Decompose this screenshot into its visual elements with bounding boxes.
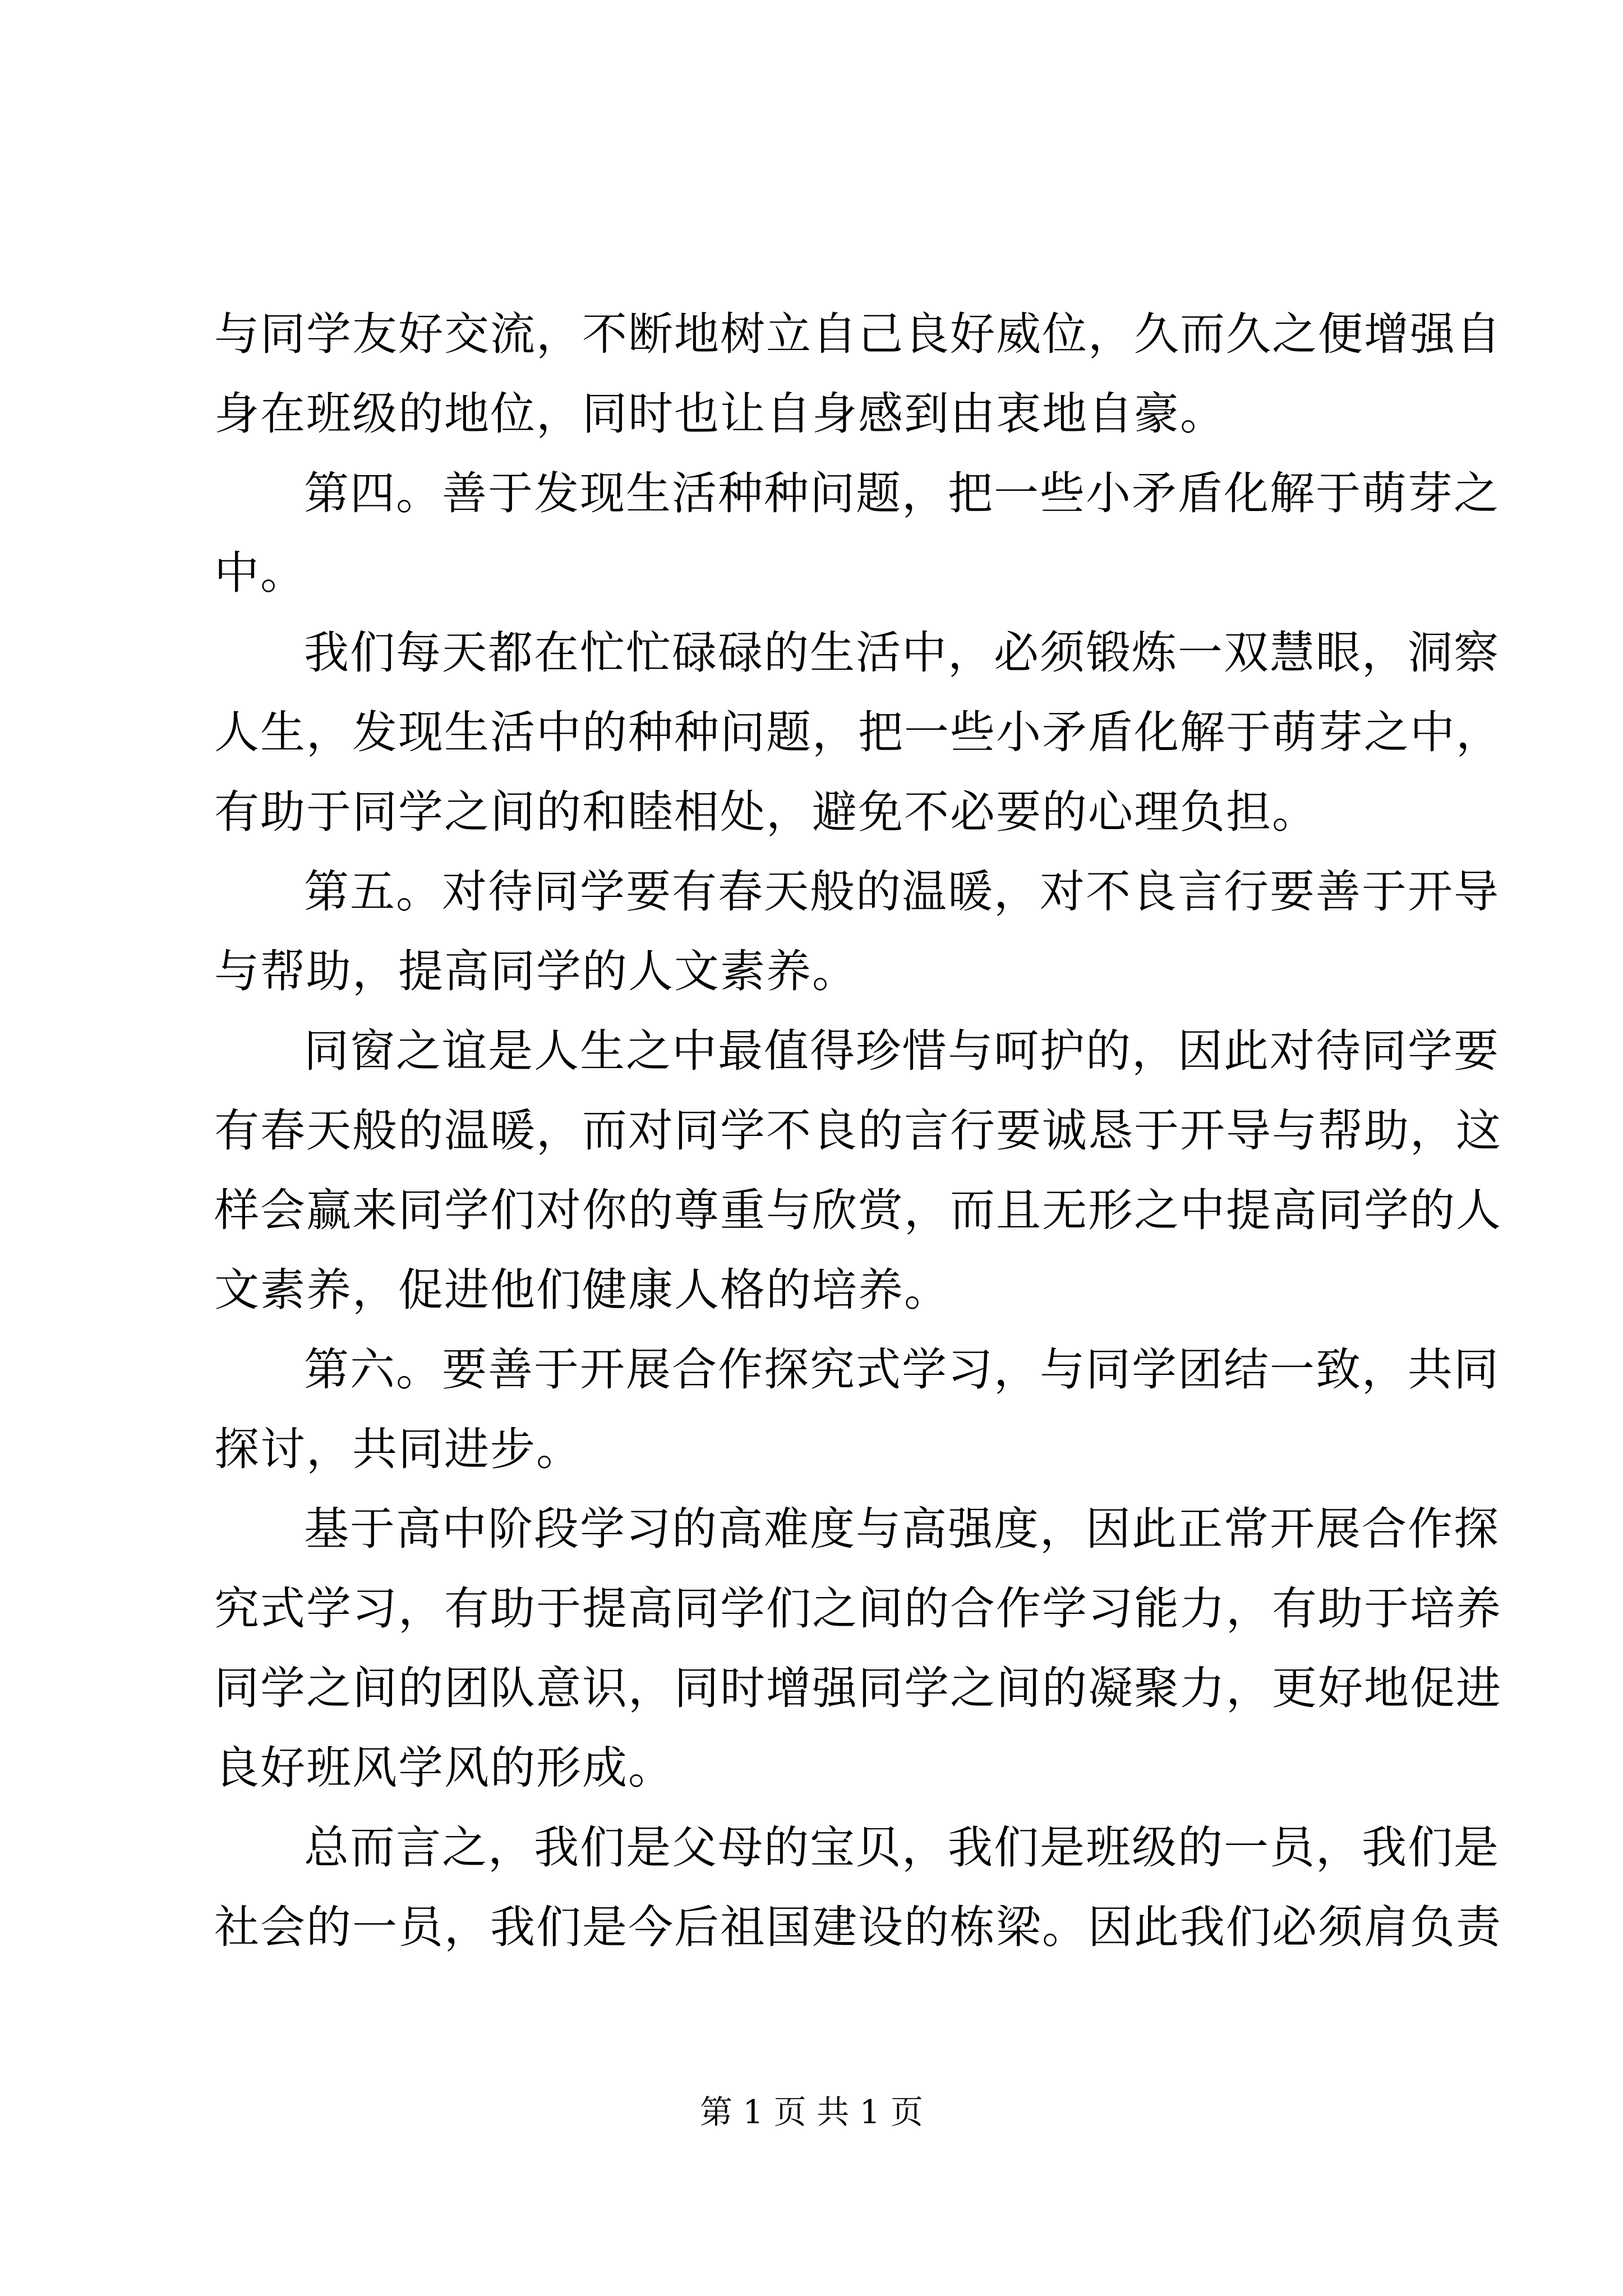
text-line: 基于高中阶段学习的高难度与高强度，因此正常开展合作探 [304,1503,1500,1555]
section-heading-line: 第六。要善于开展合作探究式学习，与同学团结一致，共同 [304,1343,1500,1396]
text-line: 人生，发现生活中的种种问题，把一些小矛盾化解于萌芽之中， [214,706,1502,758]
text-line: 良好班风学风的形成。 [214,1742,674,1794]
section-heading-line: 第五。对待同学要有春天般的温暖，对不良言行要善于开导 [304,866,1500,918]
text-line: 我们每天都在忙忙碌碌的生活中，必须锻炼一双慧眼，洞察 [304,627,1500,679]
text-line: 有助于同学之间的和睦相处，避免不必要的心理负担。 [214,786,1318,838]
page-footer [0,2090,1623,2134]
section-heading-line: 与帮助，提高同学的人文素养。 [214,945,858,997]
text-line: 同窗之谊是人生之中最值得珍惜与呵护的，因此对待同学要 [304,1025,1500,1077]
section-heading-line: 中。 [214,547,306,599]
text-line: 与同学友好交流，不断地树立自己良好威位，久而久之便增强自 [214,308,1502,360]
text-line: 样会赢来同学们对你的尊重与欣赏，而且无形之中提高同学的人 [214,1184,1502,1236]
text-line: 有春天般的温暖，而对同学不良的言行要诚恳于开导与帮助，这 [214,1105,1502,1157]
text-line: 究式学习，有助于提高同学们之间的合作学习能力，有助于培养 [214,1582,1502,1635]
section-heading-line: 探讨，共同进步。 [214,1423,582,1475]
text-line: 社会的一员，我们是今后祖国建设的栋梁。因此我们必须肩负责 [214,1901,1502,1953]
section-heading-line: 第四。善于发现生活种种问题，把一些小矛盾化解于萌芽之 [304,467,1500,519]
text-line: 总而言之，我们是父母的宝贝，我们是班级的一员，我们是 [304,1821,1500,1874]
document-body [214,295,1502,1967]
text-line: 文素养，促进他们健康人格的培养。 [214,1264,950,1316]
text-line: 身在班级的地位，同时也让自身感到由衷地自豪。 [214,388,1226,440]
page-number-label: 第 1 页 共 1 页 [700,2093,923,2131]
text-line: 同学之间的团队意识，同时增强同学之间的凝聚力，更好地促进 [214,1662,1502,1714]
